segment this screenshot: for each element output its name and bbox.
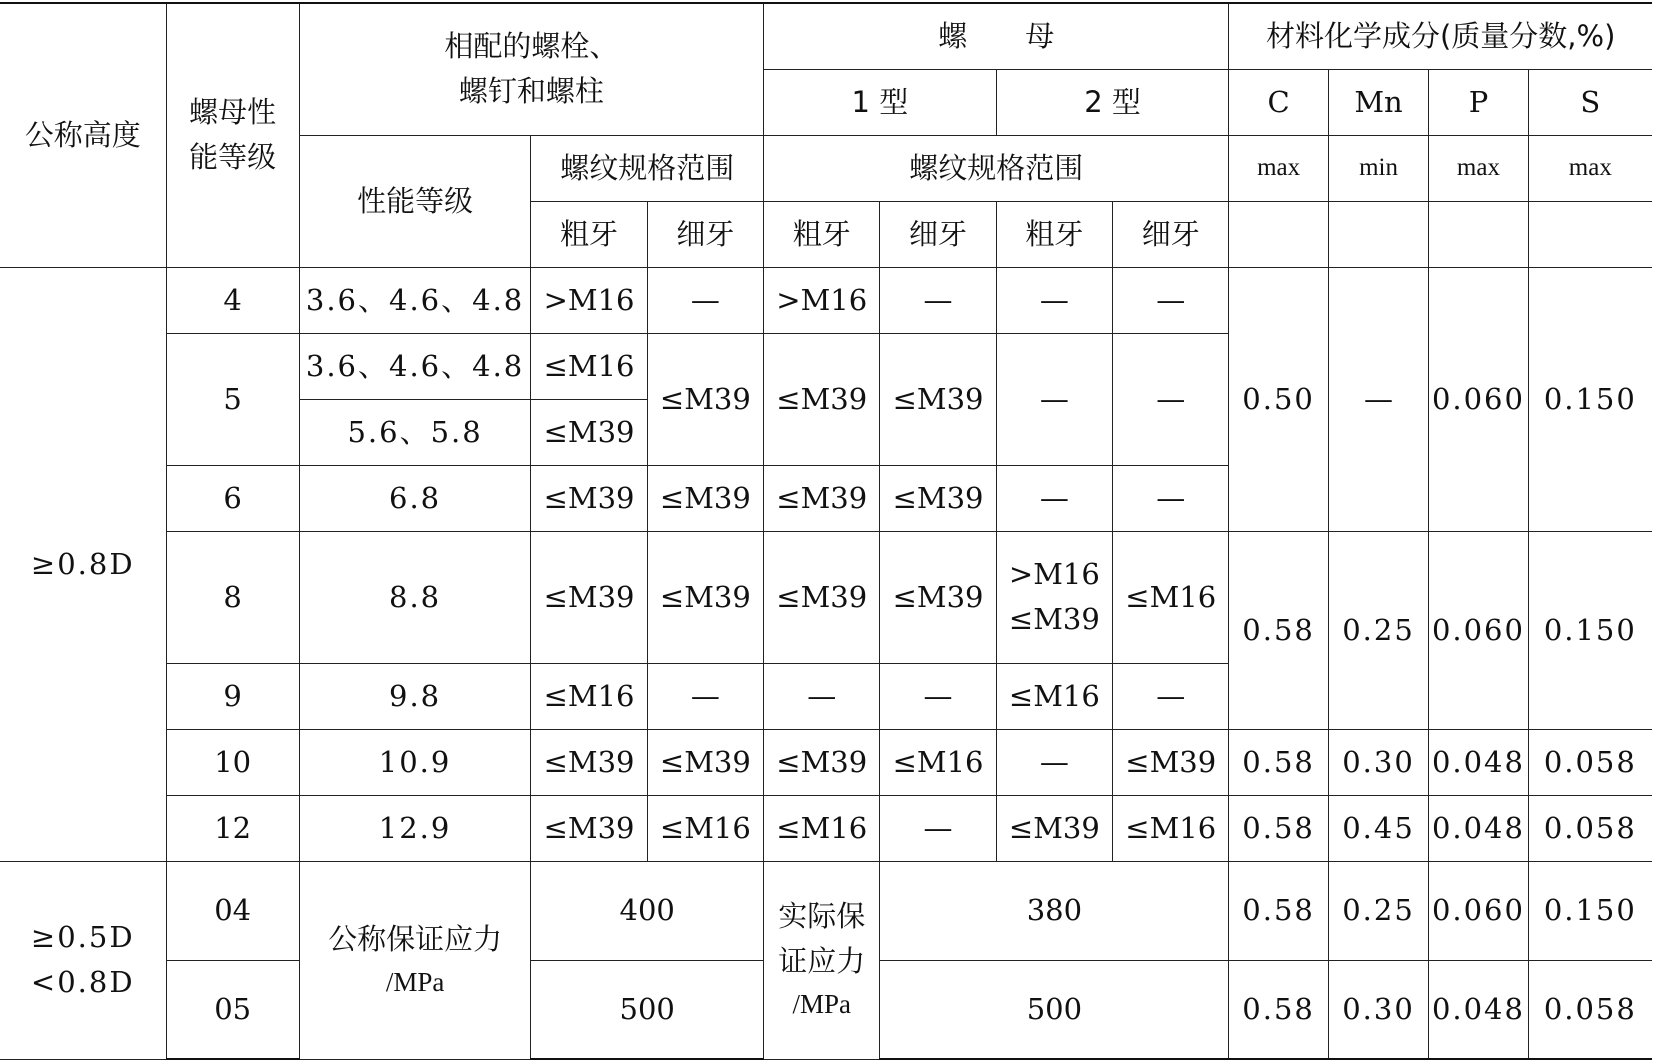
cell-p: 0.048 (1429, 960, 1528, 1059)
header-limit-p: max (1429, 135, 1528, 201)
cell-p: 0.060 (1429, 861, 1528, 960)
header-nut-thread-range: 螺纹规格范围 (764, 135, 1229, 201)
cell-t1-fine: — (880, 795, 996, 861)
header-t1-coarse: 粗牙 (764, 201, 880, 267)
cell-t2-fine: ≤M16 (1113, 531, 1229, 663)
cell-t2-coarse-line2: ≤M39 (1008, 602, 1100, 636)
header-type1: 1 型 (764, 69, 997, 135)
cell-bolt-fine: ≤M39 (647, 333, 763, 465)
group-full-label: ≥0.8D (30, 546, 135, 581)
header-nominal-height: 公称高度 (0, 3, 166, 267)
cell-t2-fine: — (1113, 663, 1229, 729)
cell-t2-fine: ≤M39 (1113, 729, 1229, 795)
cell-t1-fine: — (880, 267, 996, 333)
header-element-mn: Mn (1328, 69, 1428, 135)
header-mating-line2: 螺钉和螺柱 (458, 74, 604, 109)
header-row-1 (0, 3, 1652, 69)
cell-mn: 0.30 (1328, 729, 1428, 795)
header-blank-c (1229, 201, 1328, 267)
cell-t1-coarse: ≤M16 (764, 795, 880, 861)
header-blank-s (1528, 201, 1652, 267)
cell-t2-coarse-line1: >M16 (1008, 557, 1100, 592)
cell-bolt-fine: — (647, 267, 763, 333)
cell-t1-fine: ≤M16 (880, 729, 996, 795)
cell-mn: 0.45 (1328, 795, 1428, 861)
cell-t1-coarse: >M16 (764, 267, 880, 333)
cell-bolt-fine: ≤M16 (647, 795, 763, 861)
cell-c-block-b: 0.58 (1229, 531, 1328, 729)
cell-c: 0.58 (1229, 861, 1328, 960)
header-blank-p (1429, 201, 1528, 267)
cell-t2-fine: ≤M16 (1113, 795, 1229, 861)
cell-t1-coarse: ≤M39 (764, 333, 880, 465)
cell-mn-block-b: 0.25 (1328, 531, 1428, 729)
cell-nut-class: 4 (166, 267, 299, 333)
cell-s-block-a: 0.150 (1528, 267, 1652, 531)
cell-actual-stress: 500 (880, 960, 1229, 1059)
cell-p-block-a: 0.060 (1429, 267, 1528, 531)
cell-t1-fine: ≤M39 (880, 531, 996, 663)
cell-c: 0.58 (1229, 960, 1328, 1059)
cell-perf: 5.6、5.8 (299, 399, 531, 465)
cell-t1-fine: ≤M39 (880, 465, 996, 531)
header-nut-class-line1: 螺母性 (189, 95, 277, 130)
cell-bolt-coarse: ≤M16 (531, 333, 647, 399)
cell-t1-fine: — (880, 663, 996, 729)
cell-nut-class: 10 (166, 729, 299, 795)
cell-s: 0.150 (1528, 861, 1652, 960)
cell-t1-coarse: ≤M39 (764, 465, 880, 531)
cell-bolt-fine: — (647, 663, 763, 729)
cell-t2-fine: — (1113, 267, 1229, 333)
cell-t2-coarse: — (996, 729, 1112, 795)
cell-bolt-coarse: ≤M39 (531, 399, 647, 465)
header-blank-mn (1328, 201, 1428, 267)
cell-mn: 0.25 (1328, 861, 1428, 960)
cell-nut-class: 04 (166, 861, 299, 960)
cell-perf: 8.8 (299, 531, 531, 663)
proof-label-line2: /MPa (385, 966, 445, 997)
header-element-p: P (1429, 69, 1528, 135)
cell-t2-coarse: ≤M39 (996, 795, 1112, 861)
header-mating-line1: 相配的螺栓、 (444, 29, 619, 64)
cell-bolt-coarse: >M16 (531, 267, 647, 333)
cell-t1-fine: ≤M39 (880, 333, 996, 465)
header-bolt-fine: 细牙 (647, 201, 763, 267)
header-chem: 材料化学成分(质量分数,%) (1229, 3, 1652, 69)
cell-t2-fine: — (1113, 333, 1229, 465)
header-bolt-thread-range: 螺纹规格范围 (531, 135, 764, 201)
actual-label-line2: 证应力 (778, 944, 866, 979)
cell-bolt-coarse: ≤M16 (531, 663, 647, 729)
cell-nominal-stress: 500 (531, 960, 764, 1059)
cell-bolt-coarse: ≤M39 (531, 729, 647, 795)
cell-nut-class: 5 (166, 333, 299, 465)
cell-perf: 12.9 (299, 795, 531, 861)
group-full-height (0, 267, 166, 861)
cell-actual-label (764, 861, 880, 1059)
header-mating-bolts (299, 3, 763, 135)
cell-t1-coarse: — (764, 663, 880, 729)
cell-actual-stress: 380 (880, 861, 1229, 960)
header-nut-class (166, 3, 299, 267)
cell-nominal-stress: 400 (531, 861, 764, 960)
header-bolt-coarse: 粗牙 (531, 201, 647, 267)
cell-nut-class: 05 (166, 960, 299, 1059)
table-row (0, 729, 1652, 795)
cell-nut-class: 9 (166, 663, 299, 729)
actual-label-line3: /MPa (792, 989, 851, 1020)
cell-mn-block-a: — (1328, 267, 1428, 531)
cell-p: 0.048 (1429, 795, 1528, 861)
cell-s: 0.058 (1528, 795, 1652, 861)
cell-bolt-coarse: ≤M39 (531, 465, 647, 531)
cell-c: 0.58 (1229, 729, 1328, 795)
cell-perf: 3.6、4.6、4.8 (299, 267, 531, 333)
cell-t2-fine: — (1113, 465, 1229, 531)
header-element-c: C (1229, 69, 1328, 135)
cell-s: 0.058 (1528, 960, 1652, 1059)
cell-c: 0.58 (1229, 795, 1328, 861)
nut-property-table (0, 2, 1652, 1060)
header-limit-c: max (1229, 135, 1328, 201)
cell-bolt-fine: ≤M39 (647, 729, 763, 795)
group-thin-line1: ≥0.5D (30, 920, 135, 955)
cell-proof-label (299, 861, 531, 1059)
header-type2: 2 型 (996, 69, 1229, 135)
cell-perf: 9.8 (299, 663, 531, 729)
header-t2-fine: 细牙 (1113, 201, 1229, 267)
cell-t1-coarse: ≤M39 (764, 729, 880, 795)
cell-t2-coarse: ≤M16 (996, 663, 1112, 729)
cell-s-block-b: 0.150 (1528, 531, 1652, 729)
cell-nut-class: 8 (166, 531, 299, 663)
cell-t1-coarse: ≤M39 (764, 531, 880, 663)
table-row (0, 795, 1652, 861)
table-row (0, 531, 1652, 663)
header-limit-s: max (1528, 135, 1652, 201)
cell-p: 0.048 (1429, 729, 1528, 795)
cell-t2-coarse: — (996, 333, 1112, 465)
proof-label-line1: 公称保证应力 (328, 921, 503, 956)
cell-perf: 3.6、4.6、4.8 (299, 333, 531, 399)
table-row (0, 267, 1652, 333)
cell-t2-coarse (996, 531, 1112, 663)
cell-bolt-fine: ≤M39 (647, 465, 763, 531)
cell-c-block-a: 0.50 (1229, 267, 1328, 531)
header-element-s: S (1528, 69, 1652, 135)
header-t1-fine: 细牙 (880, 201, 996, 267)
cell-t2-coarse: — (996, 267, 1112, 333)
header-t2-coarse: 粗牙 (996, 201, 1112, 267)
header-perf-class: 性能等级 (299, 135, 531, 267)
group-thin-line2: <0.8D (30, 965, 135, 999)
cell-nut-class: 6 (166, 465, 299, 531)
table-row (0, 861, 1652, 960)
cell-t2-coarse: — (996, 465, 1112, 531)
cell-perf: 10.9 (299, 729, 531, 795)
group-thin-height (0, 861, 166, 1059)
cell-nut-class: 12 (166, 795, 299, 861)
cell-mn: 0.30 (1328, 960, 1428, 1059)
cell-bolt-fine: ≤M39 (647, 531, 763, 663)
cell-bolt-coarse: ≤M39 (531, 531, 647, 663)
cell-p-block-b: 0.060 (1429, 531, 1528, 729)
header-nut: 螺 母 (764, 3, 1229, 69)
cell-bolt-coarse: ≤M39 (531, 795, 647, 861)
cell-perf: 6.8 (299, 465, 531, 531)
header-limit-mn: min (1328, 135, 1428, 201)
cell-s: 0.058 (1528, 729, 1652, 795)
actual-label-line1: 实际保 (778, 899, 866, 934)
header-nut-class-line2: 能等级 (189, 140, 277, 175)
